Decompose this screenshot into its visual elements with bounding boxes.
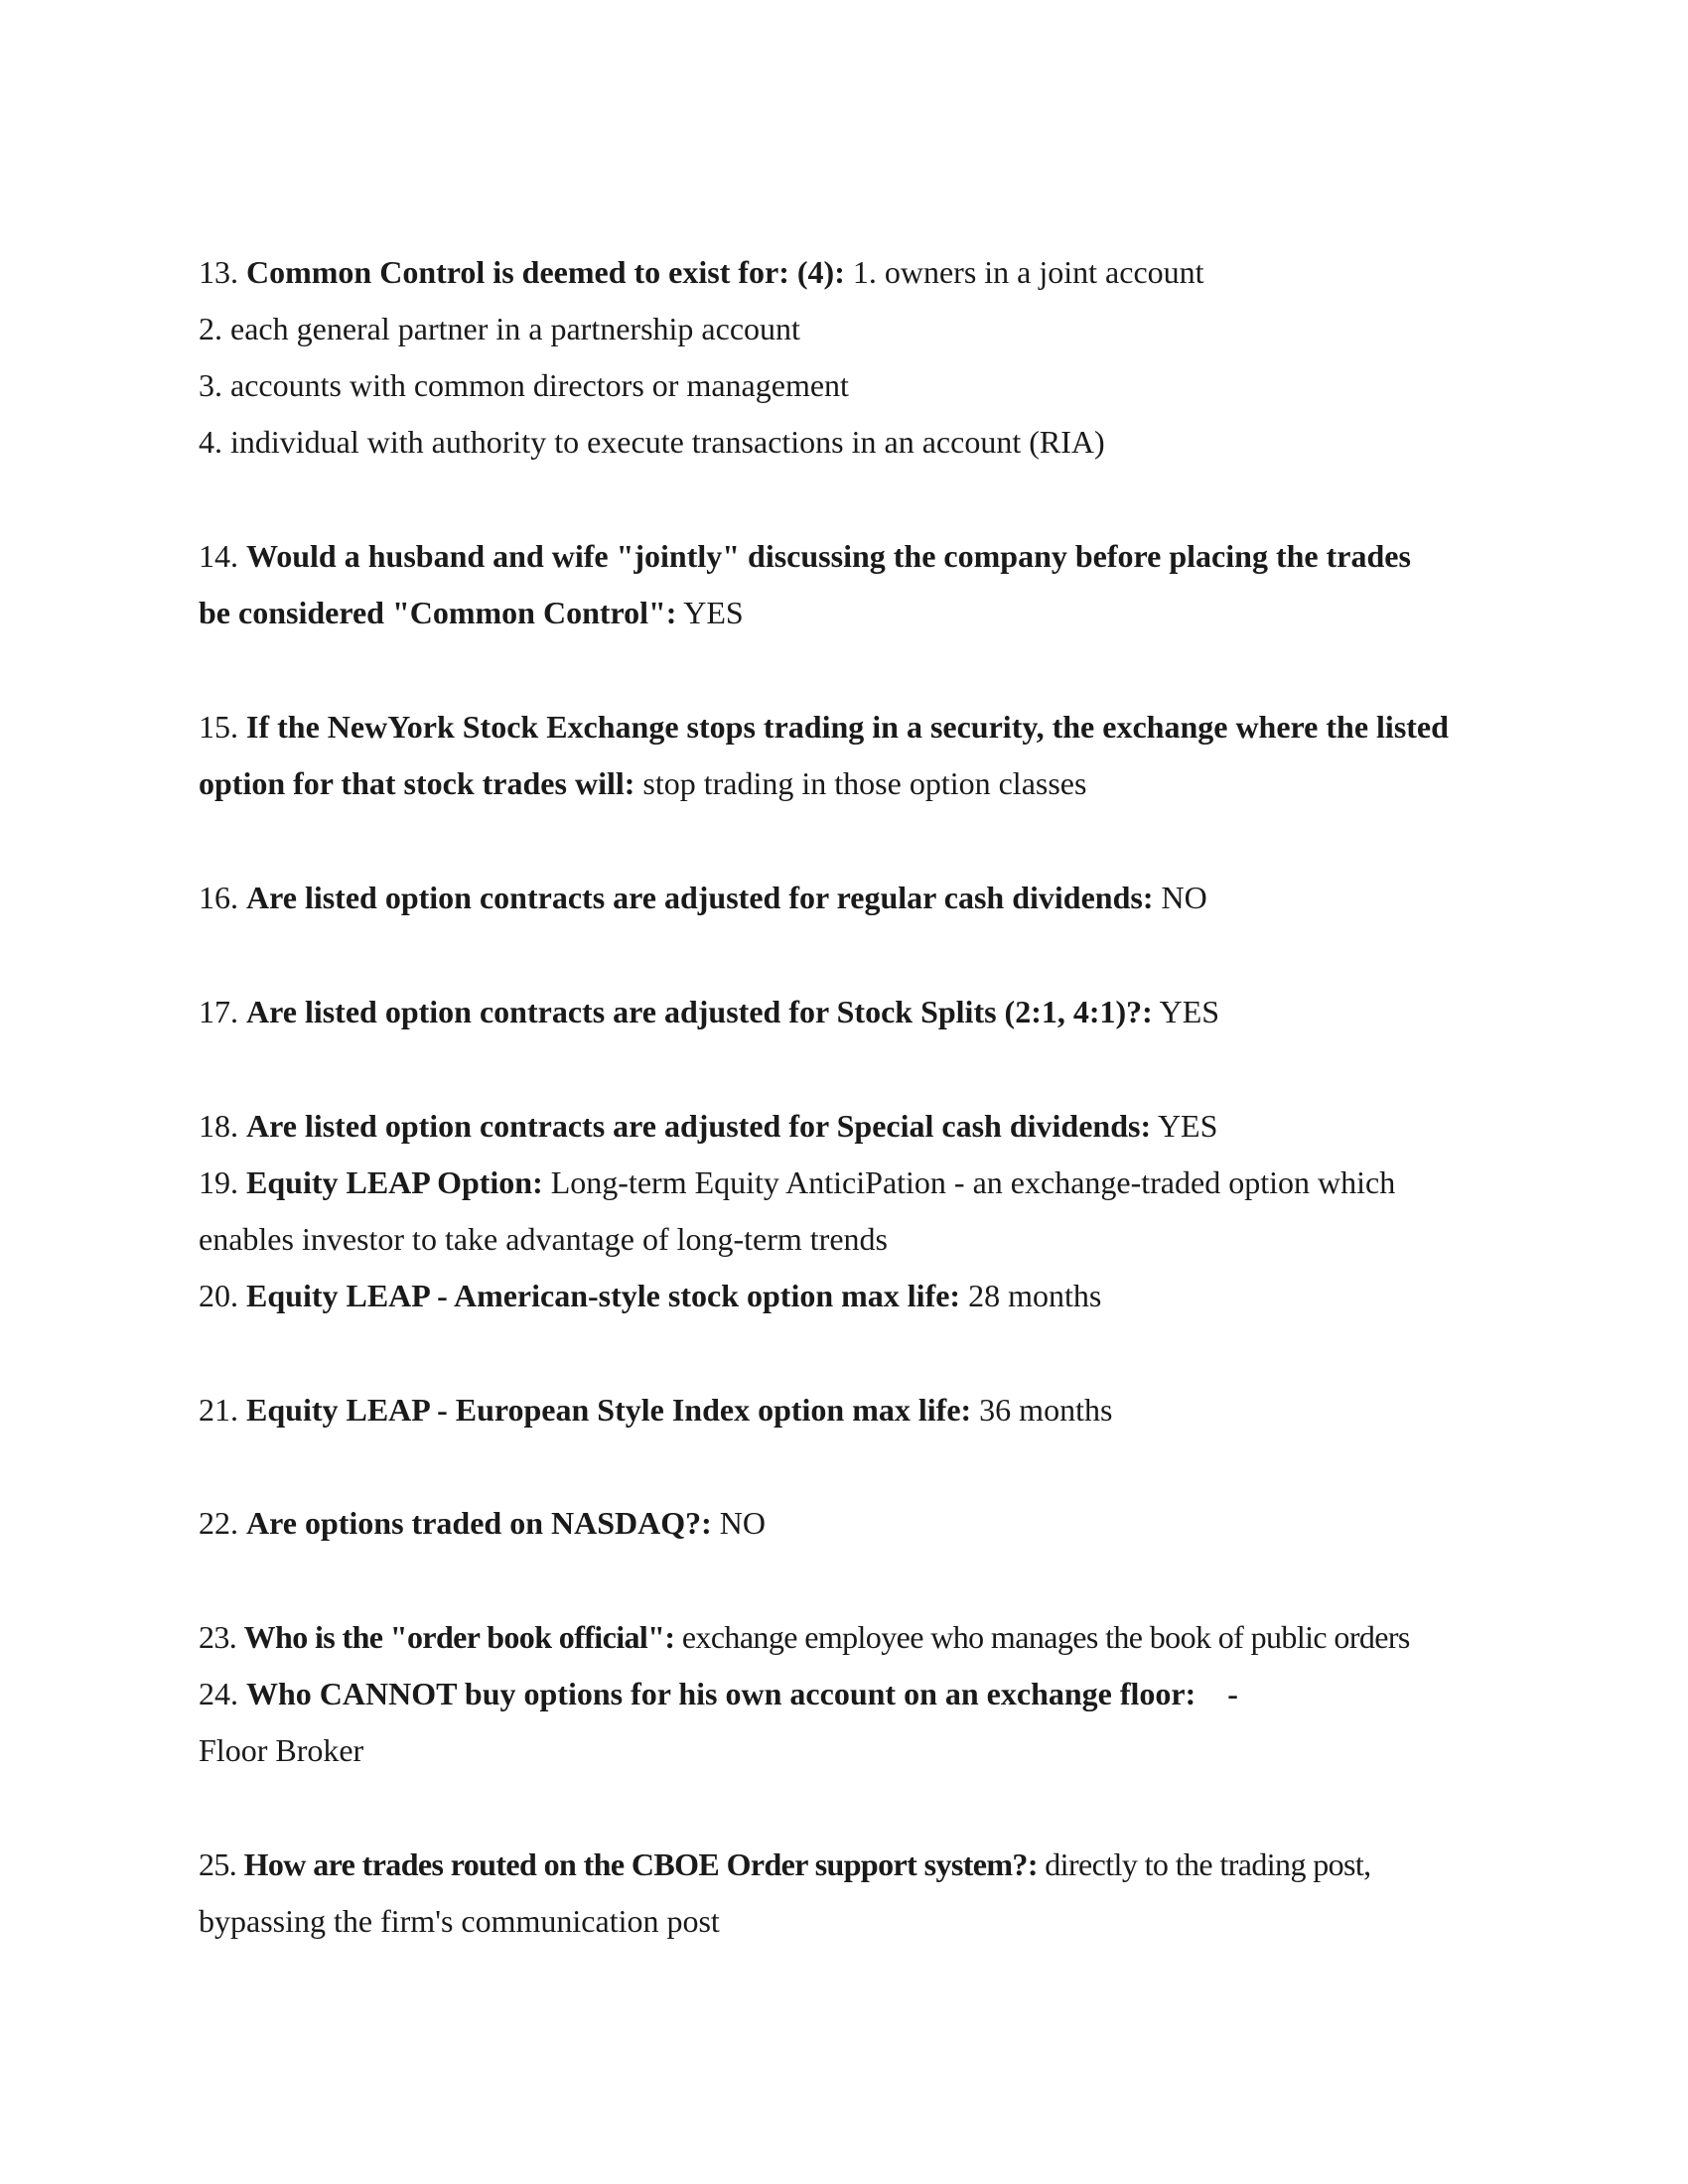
item-22-number: 22. (199, 1505, 238, 1541)
item-24-question: Who CANNOT buy options for his own account on an exchange floor: - (246, 1676, 1238, 1711)
item-15-answer: stop trading in those option classes (642, 765, 1087, 801)
item-17-question: Are listed option contracts are adjusted for Stock Splits (2:1, 4:1)?: (246, 994, 1153, 1029)
item-14-question-1: Would a husband and wife "jointly" discussing the company before placing the trades (246, 538, 1411, 574)
item-14-question-2: be considered "Common Control": (199, 595, 677, 630)
item-25-question: How are trades routed on the CBOE Order support system?: (243, 1846, 1038, 1882)
item-17-line (199, 992, 1219, 1031)
item-24-line-1 (199, 1674, 1238, 1713)
item-22-question: Are options traded on NASDAQ?: (246, 1505, 712, 1541)
item-21-question: Equity LEAP - European Style Index option max life: (246, 1392, 972, 1428)
item-15-line-2 (199, 763, 1086, 803)
item-19-line-1 (199, 1162, 1395, 1202)
item-19-answer-2: enables investor to take advantage of long-term trends (199, 1221, 888, 1257)
item-14-answer: YES (683, 595, 744, 630)
item-13-answer-2: 2. each general partner in a partnership account (199, 311, 800, 346)
item-14-line-2 (199, 593, 744, 632)
item-22-line (199, 1503, 766, 1543)
item-13-question: Common Control is deemed to exist for: (4): (246, 254, 845, 290)
item-13-answer-4: 4. individual with authority to execute transactions in an account (RIA) (199, 424, 1105, 460)
item-25-answer-1: directly to the trading post, (1045, 1846, 1371, 1882)
item-18-answer: YES (1157, 1108, 1218, 1144)
item-23-answer: exchange employee who manages the book of public orders (681, 1619, 1410, 1655)
item-13-number: 13. (199, 254, 238, 290)
item-23-line (199, 1617, 1410, 1657)
item-20-line (199, 1276, 1101, 1315)
item-20-question: Equity LEAP - American-style stock option max life: (246, 1278, 961, 1313)
item-15-question-1: If the NewYork Stock Exchange stops trading in a security, the exchange where the listed (246, 709, 1449, 745)
item-17-number: 17. (199, 994, 238, 1029)
item-16-number: 16. (199, 880, 238, 915)
item-14-number: 14. (199, 538, 238, 574)
item-18-number: 18. (199, 1108, 238, 1144)
item-18-question: Are listed option contracts are adjusted for Special cash dividends: (246, 1108, 1152, 1144)
item-20-number: 20. (199, 1278, 238, 1313)
item-23-number: 23. (199, 1619, 237, 1655)
item-15-line-1 (199, 707, 1449, 747)
item-25-answer-2: bypassing the firm's communication post (199, 1903, 720, 1939)
item-17-answer: YES (1159, 994, 1220, 1029)
item-25-number: 25. (199, 1846, 237, 1882)
item-19-answer-1: Long-term Equity AnticiPation - an exchange-traded option which (550, 1164, 1396, 1200)
item-23-question: Who is the "order book official": (243, 1619, 675, 1655)
item-14-line-1 (199, 536, 1411, 576)
item-15-question-2: option for that stock trades will: (199, 765, 635, 801)
item-16-line (199, 878, 1207, 917)
item-19-number: 19. (199, 1164, 238, 1200)
item-13-answer-1: 1. owners in a joint account (852, 254, 1204, 290)
item-19-question: Equity LEAP Option: (246, 1164, 543, 1200)
item-13-answer-3: 3. accounts with common directors or management (199, 367, 849, 403)
item-24-number: 24. (199, 1676, 238, 1711)
item-18-line (199, 1106, 1217, 1146)
item-15-number: 15. (199, 709, 238, 745)
item-20-answer: 28 months (968, 1278, 1102, 1313)
item-25-line-1 (199, 1844, 1371, 1884)
item-16-question: Are listed option contracts are adjusted for regular cash dividends: (246, 880, 1154, 915)
item-21-answer: 36 months (979, 1392, 1113, 1428)
item-21-line (199, 1390, 1112, 1430)
item-21-number: 21. (199, 1392, 238, 1428)
item-24-answer: Floor Broker (199, 1732, 364, 1768)
item-22-answer: NO (719, 1505, 766, 1541)
item-13-line-1 (199, 252, 1204, 292)
item-16-answer: NO (1161, 880, 1207, 915)
